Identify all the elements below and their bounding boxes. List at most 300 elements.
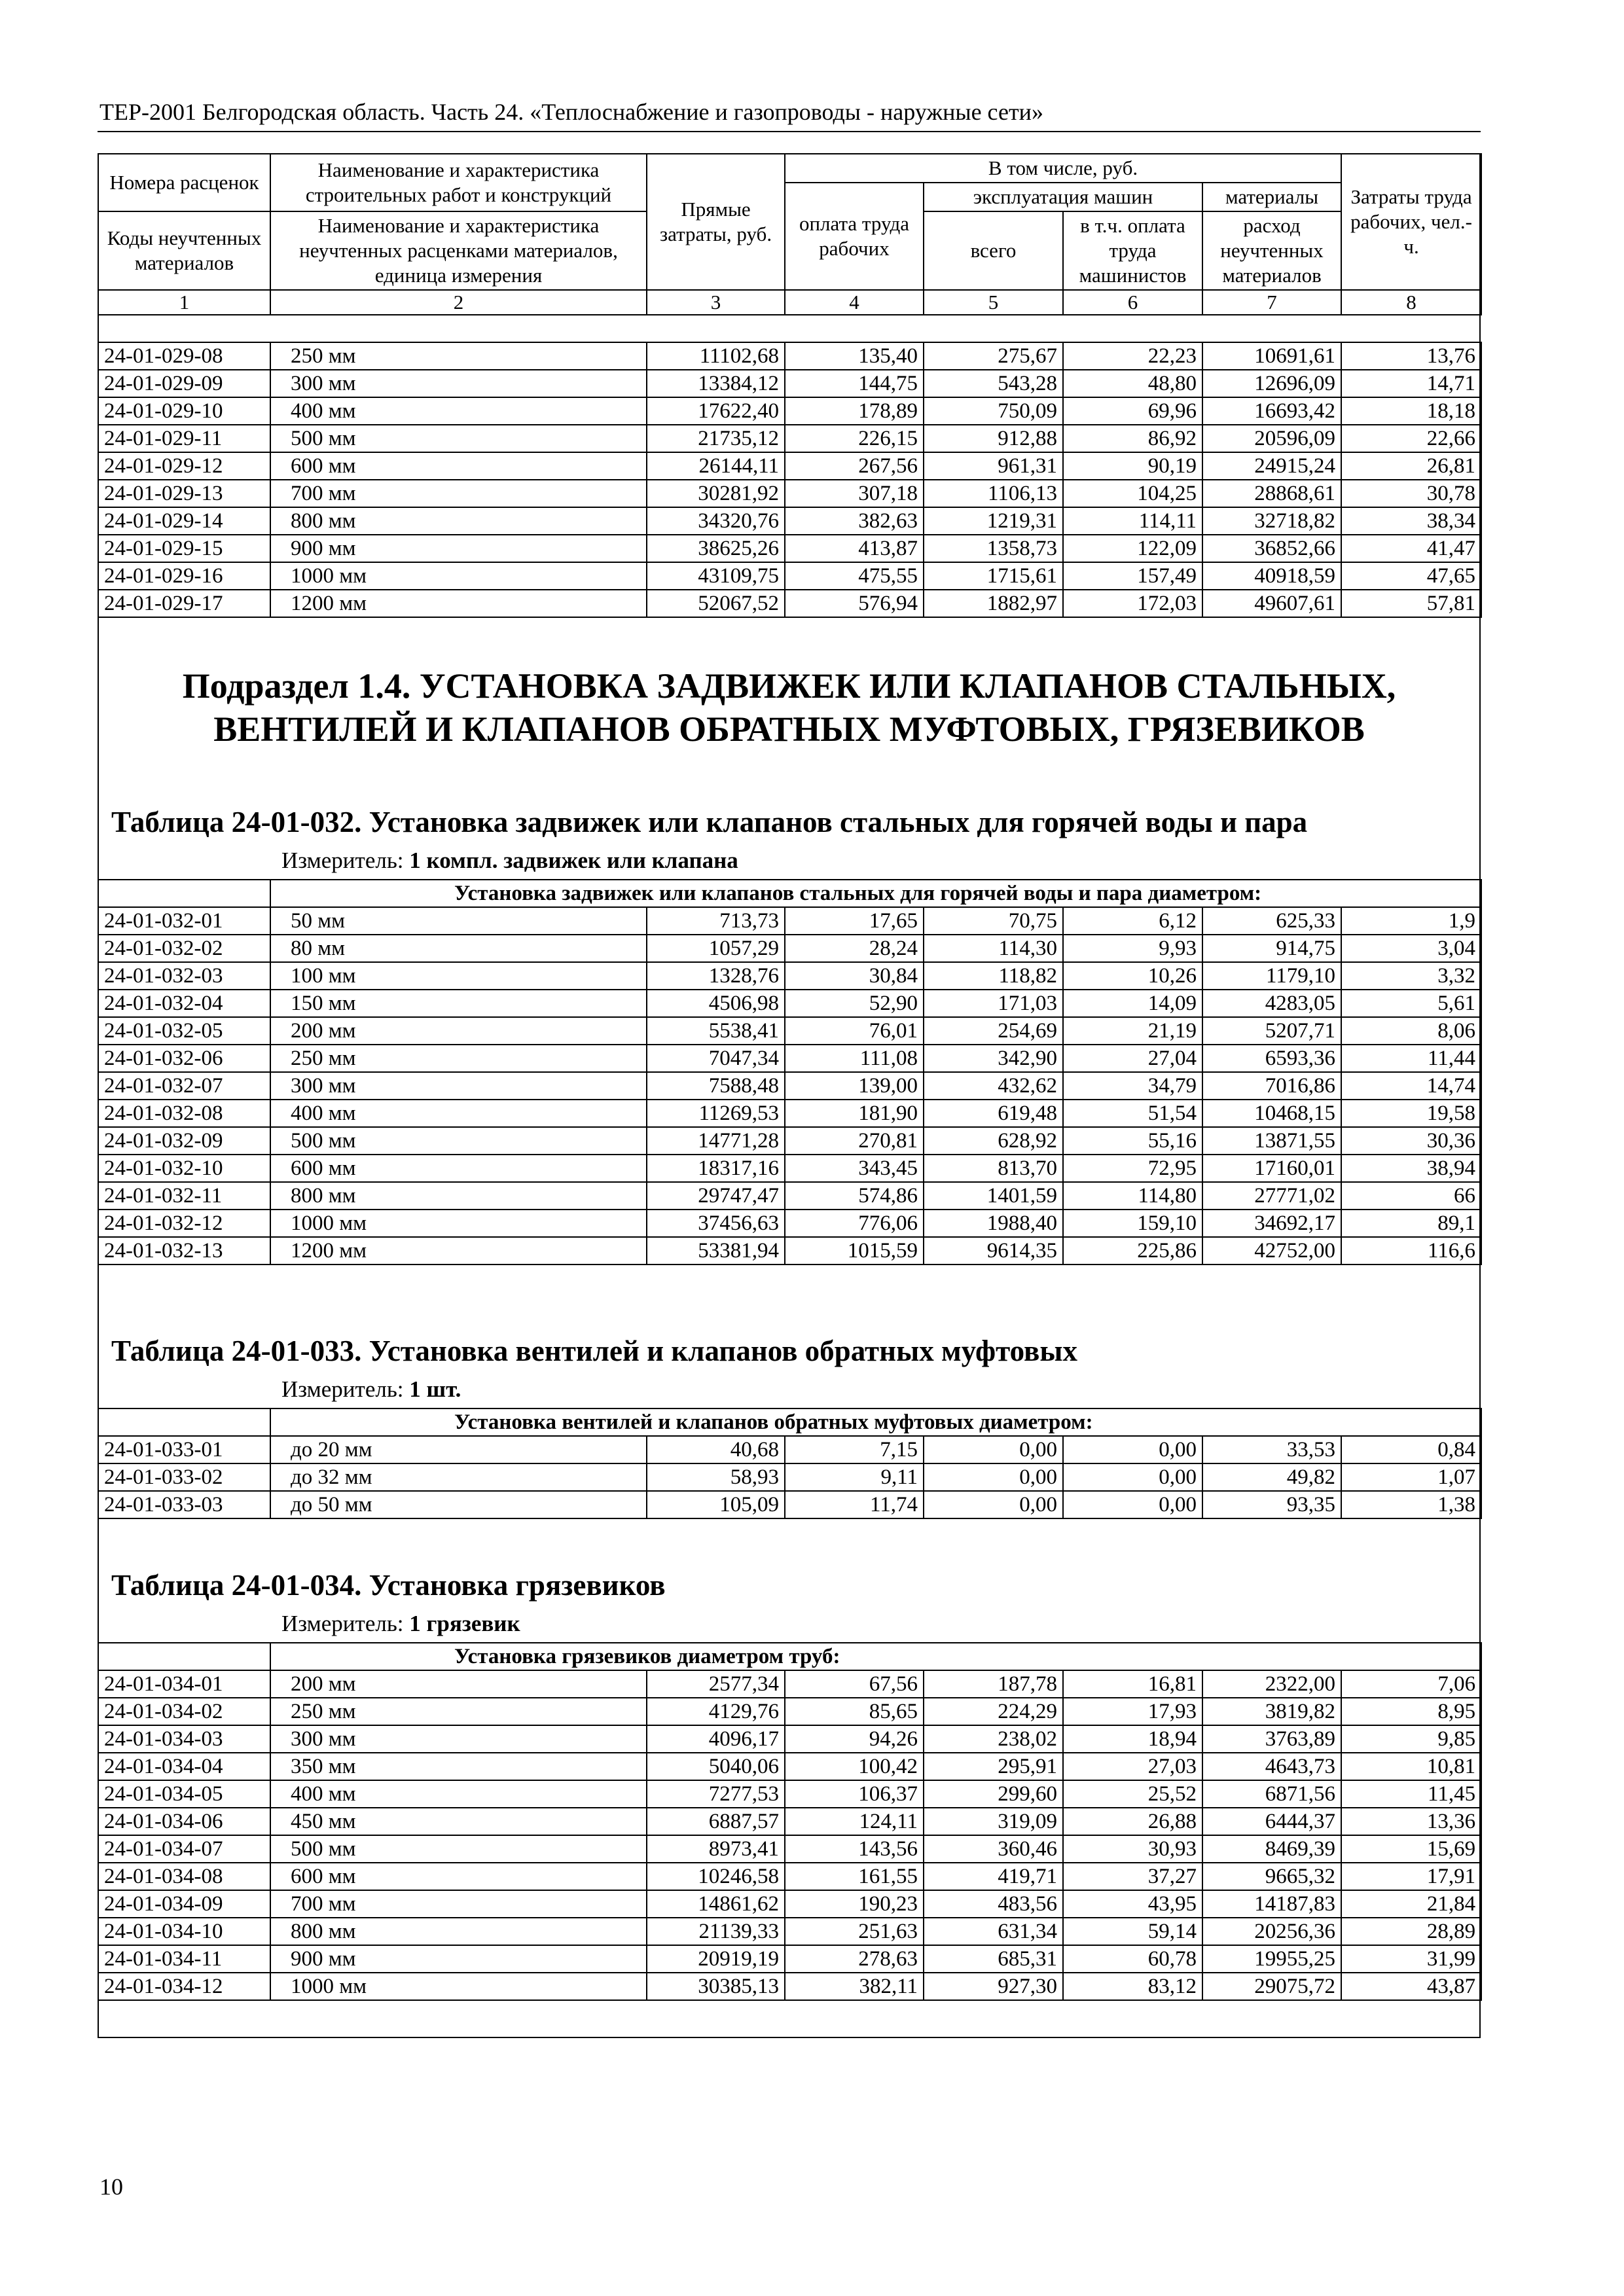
value-cell: 41,47 <box>1341 535 1481 562</box>
table-row <box>98 1973 1481 2000</box>
value-cell: 0,00 <box>924 1491 1063 1518</box>
value-cell: 159,10 <box>1063 1210 1202 1237</box>
value-cell: 0,00 <box>1063 1463 1202 1491</box>
value-cell: 17,93 <box>1063 1698 1202 1725</box>
value-cell: 172,03 <box>1063 590 1202 617</box>
value-cell: 14,74 <box>1341 1072 1481 1100</box>
rate-name-cell: 400 мм <box>270 1100 647 1127</box>
rate-name-cell: 600 мм <box>270 452 647 480</box>
col-header-including: В том числе, руб. <box>785 154 1341 183</box>
table-row <box>98 1017 1481 1045</box>
rate-name-cell: 600 мм <box>270 1863 647 1890</box>
value-cell: 13,36 <box>1341 1808 1481 1835</box>
value-cell: 21139,33 <box>647 1918 785 1945</box>
rate-code-cell: 24-01-032-04 <box>98 990 270 1017</box>
value-cell: 90,19 <box>1063 452 1202 480</box>
rate-code-cell: 24-01-029-08 <box>98 342 270 370</box>
value-cell: 11,44 <box>1341 1045 1481 1072</box>
value-cell: 10,81 <box>1341 1753 1481 1780</box>
value-cell: 161,55 <box>785 1863 924 1890</box>
value-cell: 619,48 <box>924 1100 1063 1127</box>
subheader-blank-cell <box>98 1408 270 1436</box>
value-cell: 685,31 <box>924 1945 1063 1973</box>
value-cell: 3819,82 <box>1202 1698 1341 1725</box>
value-cell: 9614,35 <box>924 1237 1063 1265</box>
col-header-operator-pay: в т.ч. оплата труда машинистов <box>1063 211 1202 290</box>
value-cell: 22,23 <box>1063 342 1202 370</box>
value-cell: 1179,10 <box>1202 962 1341 990</box>
rate-code-cell: 24-01-034-05 <box>98 1780 270 1808</box>
value-cell: 28868,61 <box>1202 480 1341 507</box>
value-cell: 5538,41 <box>647 1017 785 1045</box>
subheader-blank-cell <box>98 1643 270 1670</box>
value-cell: 961,31 <box>924 452 1063 480</box>
value-cell: 34320,76 <box>647 507 785 535</box>
value-cell: 40,68 <box>647 1436 785 1463</box>
value-cell: 475,55 <box>785 562 924 590</box>
rate-code-cell: 24-01-034-01 <box>98 1670 270 1698</box>
value-cell: 37456,63 <box>647 1210 785 1237</box>
value-cell: 6,12 <box>1063 907 1202 935</box>
value-cell: 343,45 <box>785 1155 924 1182</box>
rate-name-cell: 200 мм <box>270 1017 647 1045</box>
table-row <box>98 935 1481 962</box>
value-cell: 14,71 <box>1341 370 1481 397</box>
value-cell: 38,34 <box>1341 507 1481 535</box>
rate-name-cell: 200 мм <box>270 1670 647 1698</box>
col-header-machines: эксплуатация машин <box>924 183 1202 211</box>
table-row <box>98 1918 1481 1945</box>
table-24-01-034 <box>98 1642 1482 2001</box>
value-cell: 53381,94 <box>647 1237 785 1265</box>
value-cell: 139,00 <box>785 1072 924 1100</box>
value-cell: 1106,13 <box>924 480 1063 507</box>
table-row <box>98 962 1481 990</box>
running-header: ТЕР-2001 Белгородская область. Часть 24. «Теплоснабжение и газопроводы - наружные сети» <box>99 99 1043 125</box>
rate-name-cell: 1000 мм <box>270 1210 647 1237</box>
value-cell: 12696,09 <box>1202 370 1341 397</box>
value-cell: 52,90 <box>785 990 924 1017</box>
value-cell: 6871,56 <box>1202 1780 1341 1808</box>
value-cell: 813,70 <box>924 1155 1063 1182</box>
value-cell: 34692,17 <box>1202 1210 1341 1237</box>
rate-code-cell: 24-01-034-10 <box>98 1918 270 1945</box>
rate-code-cell: 24-01-029-09 <box>98 370 270 397</box>
table-row <box>98 990 1481 1017</box>
rate-code-cell: 24-01-034-12 <box>98 1973 270 2000</box>
value-cell: 225,86 <box>1063 1237 1202 1265</box>
value-cell: 18317,16 <box>647 1155 785 1182</box>
value-cell: 0,00 <box>924 1463 1063 1491</box>
rate-code-cell: 24-01-032-12 <box>98 1210 270 1237</box>
value-cell: 114,30 <box>924 935 1063 962</box>
col-number: 8 <box>1341 290 1481 315</box>
value-cell: 10246,58 <box>647 1863 785 1890</box>
value-cell: 17160,01 <box>1202 1155 1341 1182</box>
value-cell: 4096,17 <box>647 1725 785 1753</box>
rate-code-cell: 24-01-032-06 <box>98 1045 270 1072</box>
value-cell: 270,81 <box>785 1127 924 1155</box>
value-cell: 57,81 <box>1341 590 1481 617</box>
table-row <box>98 1698 1481 1725</box>
col-header-direct-costs: Прямые затраты, руб. <box>647 154 785 290</box>
value-cell: 29075,72 <box>1202 1973 1341 2000</box>
value-cell: 254,69 <box>924 1017 1063 1045</box>
rate-name-cell: 250 мм <box>270 342 647 370</box>
value-cell: 9,11 <box>785 1463 924 1491</box>
value-cell: 30281,92 <box>647 480 785 507</box>
value-cell: 1057,29 <box>647 935 785 962</box>
table-24-01-032 <box>98 879 1482 1265</box>
header-rule <box>98 131 1481 132</box>
value-cell: 3,04 <box>1341 935 1481 962</box>
measure-label: Измеритель: <box>281 1611 404 1636</box>
table-row <box>98 425 1481 452</box>
rate-name-cell: 800 мм <box>270 507 647 535</box>
col-header-material-usage: расход неучтенных материалов <box>1202 211 1341 290</box>
table-subheader: Установка задвижек или клапанов стальных для горячей воды и пара диаметром: <box>270 880 1481 907</box>
rate-name-cell: 900 мм <box>270 1945 647 1973</box>
value-cell: 66 <box>1341 1182 1481 1210</box>
rate-code-cell: 24-01-032-13 <box>98 1237 270 1265</box>
value-cell: 1401,59 <box>924 1182 1063 1210</box>
value-cell: 18,18 <box>1341 397 1481 425</box>
value-cell: 32718,82 <box>1202 507 1341 535</box>
value-cell: 14771,28 <box>647 1127 785 1155</box>
table-row <box>98 480 1481 507</box>
value-cell: 10468,15 <box>1202 1100 1341 1127</box>
table-row <box>98 1155 1481 1182</box>
value-cell: 4506,98 <box>647 990 785 1017</box>
value-cell: 114,11 <box>1063 507 1202 535</box>
rate-code-cell: 24-01-029-11 <box>98 425 270 452</box>
table-row <box>98 562 1481 590</box>
value-cell: 17622,40 <box>647 397 785 425</box>
value-cell: 1358,73 <box>924 535 1063 562</box>
rate-name-cell: 700 мм <box>270 1890 647 1918</box>
measure-032 <box>281 846 738 875</box>
value-cell: 275,67 <box>924 342 1063 370</box>
col-header-work-name: Наименование и характеристика строительных работ и конструкций <box>270 154 647 211</box>
rate-code-cell: 24-01-029-17 <box>98 590 270 617</box>
rate-code-cell: 24-01-032-11 <box>98 1182 270 1210</box>
rate-name-cell: 1200 мм <box>270 590 647 617</box>
value-cell: 27,03 <box>1063 1753 1202 1780</box>
value-cell: 5040,06 <box>647 1753 785 1780</box>
rate-code-cell: 24-01-033-03 <box>98 1491 270 1518</box>
table-row <box>98 1808 1481 1835</box>
value-cell: 43,87 <box>1341 1973 1481 2000</box>
value-cell: 187,78 <box>924 1670 1063 1698</box>
col-header-worker-pay: оплата труда рабочих <box>785 183 924 290</box>
rate-name-cell: 500 мм <box>270 1127 647 1155</box>
rate-code-cell: 24-01-034-03 <box>98 1725 270 1753</box>
rate-name-cell: 900 мм <box>270 535 647 562</box>
rate-code-cell: 24-01-032-01 <box>98 907 270 935</box>
value-cell: 89,1 <box>1341 1210 1481 1237</box>
rate-code-cell: 24-01-032-02 <box>98 935 270 962</box>
measure-value: 1 компл. задвижек или клапана <box>409 848 738 873</box>
value-cell: 49607,61 <box>1202 590 1341 617</box>
table-subheader-row <box>98 1408 1481 1436</box>
value-cell: 0,00 <box>1063 1491 1202 1518</box>
value-cell: 30385,13 <box>647 1973 785 2000</box>
value-cell: 143,56 <box>785 1835 924 1863</box>
table-row <box>98 1237 1481 1265</box>
table-row <box>98 1127 1481 1155</box>
value-cell: 299,60 <box>924 1780 1063 1808</box>
value-cell: 419,71 <box>924 1863 1063 1890</box>
value-cell: 24915,24 <box>1202 452 1341 480</box>
col-number: 3 <box>647 290 785 315</box>
value-cell: 20596,09 <box>1202 425 1341 452</box>
value-cell: 16693,42 <box>1202 397 1341 425</box>
table-row <box>98 907 1481 935</box>
value-cell: 4283,05 <box>1202 990 1341 1017</box>
value-cell: 76,01 <box>785 1017 924 1045</box>
value-cell: 13871,55 <box>1202 1127 1341 1155</box>
value-cell: 5207,71 <box>1202 1017 1341 1045</box>
value-cell: 13,76 <box>1341 342 1481 370</box>
table-title-032: Таблица 24-01-032. Установка задвижек или клапанов стальных для горячей воды и пара <box>111 806 1308 838</box>
table-row <box>98 1670 1481 1698</box>
value-cell: 14,09 <box>1063 990 1202 1017</box>
value-cell: 2322,00 <box>1202 1670 1341 1698</box>
value-cell: 28,89 <box>1341 1918 1481 1945</box>
value-cell: 20256,36 <box>1202 1918 1341 1945</box>
value-cell: 93,35 <box>1202 1491 1341 1518</box>
table-row <box>98 1863 1481 1890</box>
value-cell: 105,09 <box>647 1491 785 1518</box>
col-header-materials: материалы <box>1202 183 1341 211</box>
rate-name-cell: 100 мм <box>270 962 647 990</box>
rate-code-cell: 24-01-032-07 <box>98 1072 270 1100</box>
value-cell: 342,90 <box>924 1045 1063 1072</box>
measure-033 <box>281 1375 461 1404</box>
table-row <box>98 452 1481 480</box>
rate-name-cell: 80 мм <box>270 935 647 962</box>
value-cell: 27771,02 <box>1202 1182 1341 1210</box>
value-cell: 48,80 <box>1063 370 1202 397</box>
value-cell: 912,88 <box>924 425 1063 452</box>
value-cell: 307,18 <box>785 480 924 507</box>
value-cell: 2577,34 <box>647 1670 785 1698</box>
value-cell: 31,99 <box>1341 1945 1481 1973</box>
col-number: 2 <box>270 290 647 315</box>
value-cell: 51,54 <box>1063 1100 1202 1127</box>
value-cell: 295,91 <box>924 1753 1063 1780</box>
rate-name-cell: 50 мм <box>270 907 647 935</box>
value-cell: 55,16 <box>1063 1127 1202 1155</box>
value-cell: 43109,75 <box>647 562 785 590</box>
rate-code-cell: 24-01-034-07 <box>98 1835 270 1863</box>
value-cell: 413,87 <box>785 535 924 562</box>
value-cell: 11102,68 <box>647 342 785 370</box>
value-cell: 42752,00 <box>1202 1237 1341 1265</box>
rate-code-cell: 24-01-034-09 <box>98 1890 270 1918</box>
value-cell: 7277,53 <box>647 1780 785 1808</box>
rate-code-cell: 24-01-033-01 <box>98 1436 270 1463</box>
value-cell: 36852,66 <box>1202 535 1341 562</box>
measure-034 <box>281 1609 520 1638</box>
value-cell: 7,15 <box>785 1436 924 1463</box>
col-number: 1 <box>98 290 270 315</box>
value-cell: 0,00 <box>924 1436 1063 1463</box>
table-row <box>98 507 1481 535</box>
value-cell: 10691,61 <box>1202 342 1341 370</box>
value-cell: 72,95 <box>1063 1155 1202 1182</box>
table-row <box>98 1725 1481 1753</box>
table-row <box>98 370 1481 397</box>
value-cell: 9,85 <box>1341 1725 1481 1753</box>
value-cell: 3,32 <box>1341 962 1481 990</box>
value-cell: 38,94 <box>1341 1155 1481 1182</box>
value-cell: 13384,12 <box>647 370 785 397</box>
table-row <box>98 1835 1481 1863</box>
value-cell: 7,06 <box>1341 1670 1481 1698</box>
col-number: 7 <box>1202 290 1341 315</box>
value-cell: 52067,52 <box>647 590 785 617</box>
rate-name-cell: 1000 мм <box>270 562 647 590</box>
value-cell: 6593,36 <box>1202 1045 1341 1072</box>
value-cell: 47,65 <box>1341 562 1481 590</box>
value-cell: 25,52 <box>1063 1780 1202 1808</box>
value-cell: 144,75 <box>785 370 924 397</box>
table-subheader: Установка грязевиков диаметром труб: <box>270 1643 1481 1670</box>
rate-name-cell: 250 мм <box>270 1698 647 1725</box>
value-cell: 8469,39 <box>1202 1835 1341 1863</box>
col-number: 4 <box>785 290 924 315</box>
col-header-material-codes: Коды неучтенных материалов <box>98 211 270 290</box>
value-cell: 267,56 <box>785 452 924 480</box>
value-cell: 5,61 <box>1341 990 1481 1017</box>
rate-code-cell: 24-01-029-10 <box>98 397 270 425</box>
value-cell: 70,75 <box>924 907 1063 935</box>
rate-code-cell: 24-01-029-14 <box>98 507 270 535</box>
value-cell: 914,75 <box>1202 935 1341 962</box>
rate-name-cell: 450 мм <box>270 1808 647 1835</box>
value-cell: 20919,19 <box>647 1945 785 1973</box>
table-row <box>98 1182 1481 1210</box>
rate-code-cell: 24-01-034-06 <box>98 1808 270 1835</box>
rate-name-cell: 300 мм <box>270 1725 647 1753</box>
subheader-blank-cell <box>98 880 270 907</box>
rate-code-cell: 24-01-032-08 <box>98 1100 270 1127</box>
value-cell: 30,84 <box>785 962 924 990</box>
rate-name-cell: до 20 мм <box>270 1436 647 1463</box>
table-row <box>98 397 1481 425</box>
value-cell: 11,45 <box>1341 1780 1481 1808</box>
value-cell: 116,6 <box>1341 1237 1481 1265</box>
value-cell: 226,15 <box>785 425 924 452</box>
col-header-machines-total: всего <box>924 211 1063 290</box>
rate-name-cell: 250 мм <box>270 1045 647 1072</box>
value-cell: 26,88 <box>1063 1808 1202 1835</box>
value-cell: 574,86 <box>785 1182 924 1210</box>
table-row <box>98 1890 1481 1918</box>
value-cell: 106,37 <box>785 1780 924 1808</box>
rate-name-cell: 500 мм <box>270 1835 647 1863</box>
table-column-header <box>98 153 1482 315</box>
rate-code-cell: 24-01-029-15 <box>98 535 270 562</box>
value-cell: 1,38 <box>1341 1491 1481 1518</box>
table-row <box>98 1072 1481 1100</box>
table-row <box>98 1100 1481 1127</box>
rate-name-cell: 700 мм <box>270 480 647 507</box>
rate-name-cell: до 32 мм <box>270 1463 647 1491</box>
value-cell: 8,06 <box>1341 1017 1481 1045</box>
measure-label: Измеритель: <box>281 1376 404 1402</box>
value-cell: 30,93 <box>1063 1835 1202 1863</box>
value-cell: 43,95 <box>1063 1890 1202 1918</box>
value-cell: 171,03 <box>924 990 1063 1017</box>
value-cell: 4129,76 <box>647 1698 785 1725</box>
value-cell: 15,69 <box>1341 1835 1481 1863</box>
value-cell: 432,62 <box>924 1072 1063 1100</box>
value-cell: 30,78 <box>1341 480 1481 507</box>
value-cell: 278,63 <box>785 1945 924 1973</box>
value-cell: 10,26 <box>1063 962 1202 990</box>
value-cell: 28,24 <box>785 935 924 962</box>
value-cell: 4643,73 <box>1202 1753 1341 1780</box>
value-cell: 190,23 <box>785 1890 924 1918</box>
value-cell: 37,27 <box>1063 1863 1202 1890</box>
measure-value: 1 шт. <box>409 1376 461 1402</box>
rate-code-cell: 24-01-034-04 <box>98 1753 270 1780</box>
value-cell: 16,81 <box>1063 1670 1202 1698</box>
table-row <box>98 1780 1481 1808</box>
value-cell: 0,00 <box>1063 1436 1202 1463</box>
table-row <box>98 1436 1481 1463</box>
measure-value: 1 грязевик <box>409 1611 520 1636</box>
value-cell: 1328,76 <box>647 962 785 990</box>
rate-code-cell: 24-01-032-03 <box>98 962 270 990</box>
value-cell: 1,9 <box>1341 907 1481 935</box>
table-row <box>98 590 1481 617</box>
value-cell: 59,14 <box>1063 1918 1202 1945</box>
value-cell: 6444,37 <box>1202 1808 1341 1835</box>
value-cell: 1715,61 <box>924 562 1063 590</box>
value-cell: 178,89 <box>785 397 924 425</box>
rate-code-cell: 24-01-034-11 <box>98 1945 270 1973</box>
col-header-rate-numbers: Номера расценок <box>98 154 270 211</box>
table-row <box>98 342 1481 370</box>
table-row <box>98 535 1481 562</box>
rate-name-cell: 600 мм <box>270 1155 647 1182</box>
value-cell: 18,94 <box>1063 1725 1202 1753</box>
value-cell: 17,91 <box>1341 1863 1481 1890</box>
value-cell: 1219,31 <box>924 507 1063 535</box>
value-cell: 360,46 <box>924 1835 1063 1863</box>
table-row <box>98 1945 1481 1973</box>
value-cell: 927,30 <box>924 1973 1063 2000</box>
value-cell: 26,81 <box>1341 452 1481 480</box>
value-cell: 67,56 <box>785 1670 924 1698</box>
rate-name-cell: 1200 мм <box>270 1237 647 1265</box>
rate-name-cell: 500 мм <box>270 425 647 452</box>
rate-code-cell: 24-01-034-02 <box>98 1698 270 1725</box>
value-cell: 60,78 <box>1063 1945 1202 1973</box>
value-cell: 21735,12 <box>647 425 785 452</box>
rate-name-cell: 800 мм <box>270 1918 647 1945</box>
value-cell: 181,90 <box>785 1100 924 1127</box>
rate-code-cell: 24-01-032-09 <box>98 1127 270 1155</box>
section-title <box>98 664 1481 751</box>
rate-name-cell: 800 мм <box>270 1182 647 1210</box>
rate-name-cell: 300 мм <box>270 1072 647 1100</box>
table-24-01-033 <box>98 1408 1482 1519</box>
value-cell: 124,11 <box>785 1808 924 1835</box>
